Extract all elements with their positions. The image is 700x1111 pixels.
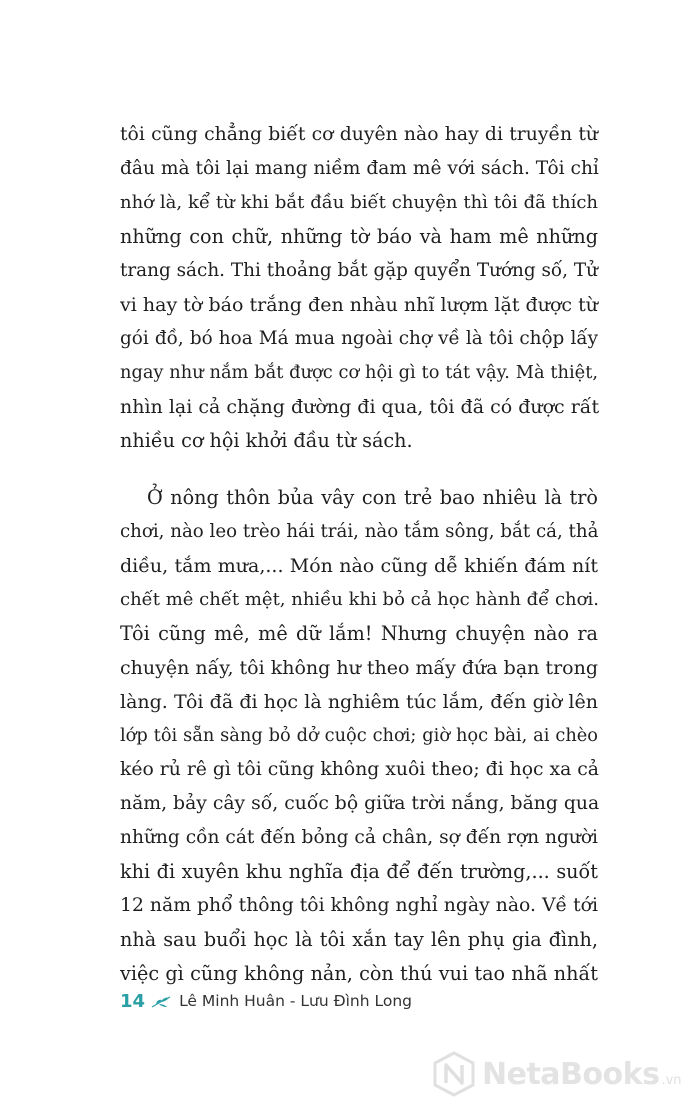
text-line: năm, bảy cây số, cuốc bộ giữa trời nắng, băng qua xyxy=(120,793,600,814)
netabooks-logo-icon xyxy=(432,1051,476,1097)
text-line: nhà sau buổi học là tôi xắn tay lên phụ gia đình, xyxy=(120,928,598,951)
text-line: những con chữ, những tờ báo và ham mê những xyxy=(120,225,598,248)
watermark xyxy=(432,1050,682,1098)
text-line: Tôi cũng mê, mê dữ lắm! Nhưng chuyện nào ra xyxy=(120,622,598,645)
text-line: khi đi xuyên khu nghĩa địa để đến trường,... suốt xyxy=(120,860,598,883)
paragraph-2 xyxy=(120,481,598,991)
page-number: 14 xyxy=(120,990,146,1012)
text-line: 12 năm phổ thông tôi không nghỉ ngày nào. Về tới xyxy=(120,895,598,916)
paragraph-1 xyxy=(120,118,598,458)
text-line: chết mê chết mệt, nhiều khi bỏ cả học hành để chơi. xyxy=(120,589,599,610)
text-line: việc gì cũng không nản, còn thú vui tao nhã nhất xyxy=(120,962,598,985)
author-names: Lê Minh Huân - Lưu Đình Long xyxy=(179,992,413,1010)
text-line: gói đồ, bó hoa Má mua ngoài chợ về là tôi chộp lấy xyxy=(120,328,598,349)
text-line: tôi cũng chẳng biết cơ duyên nào hay di truyền từ xyxy=(120,124,598,145)
text-line: làng. Tôi đã đi học là nghiêm túc lắm, đến giờ lên xyxy=(120,691,598,713)
text-line: những cồn cát đến bỏng cả chân, sợ đến rợn người xyxy=(120,827,598,848)
text-line: diều, tắm mưa,... Món nào cũng dễ khiến đám nít xyxy=(120,555,598,577)
watermark-suffix: .vn xyxy=(661,1073,682,1088)
text-line: chơi, nào leo trèo hái trái, nào tắm sông, bắt cá, thả xyxy=(120,521,599,542)
text-line: vi hay tờ báo trắng đen nhàu nhĩ lượm lặt được từ xyxy=(120,294,598,316)
leaf-icon xyxy=(151,994,171,1008)
text-line: ngay như nắm bắt được cơ hội gì to tát vậy. Mà thiệt, xyxy=(120,362,598,383)
text-line: trang sách. Thi thoảng bắt gặp quyển Tướng số, Tử xyxy=(120,260,598,281)
page-footer xyxy=(120,987,412,1015)
text-line: chuyện nấy, tôi không hư theo mấy đứa bạn trong xyxy=(120,657,598,679)
body-text xyxy=(120,118,598,991)
text-line: Ở nông thôn bủa vây con trẻ bao nhiêu là trò xyxy=(147,486,598,509)
text-line: nhìn lại cả chặng đường đi qua, tôi đã có được rất xyxy=(120,396,600,418)
text-line: nhiều cơ hội khởi đầu từ sách. xyxy=(120,429,413,452)
text-line: đâu mà tôi lại mang niềm đam mê với sách. Tôi chỉ xyxy=(120,158,599,179)
watermark-text: NetaBooks xyxy=(482,1056,660,1092)
text-line: kéo rủ rê gì tôi cũng không xuôi theo; đi học xa cả xyxy=(120,759,599,780)
text-line: nhớ là, kể từ khi bắt đầu biết chuyện thì tôi đã thích xyxy=(120,192,598,213)
text-line: lớp tôi sẵn sàng bỏ dở cuộc chơi; giờ học bài, ai chèo xyxy=(120,725,598,746)
